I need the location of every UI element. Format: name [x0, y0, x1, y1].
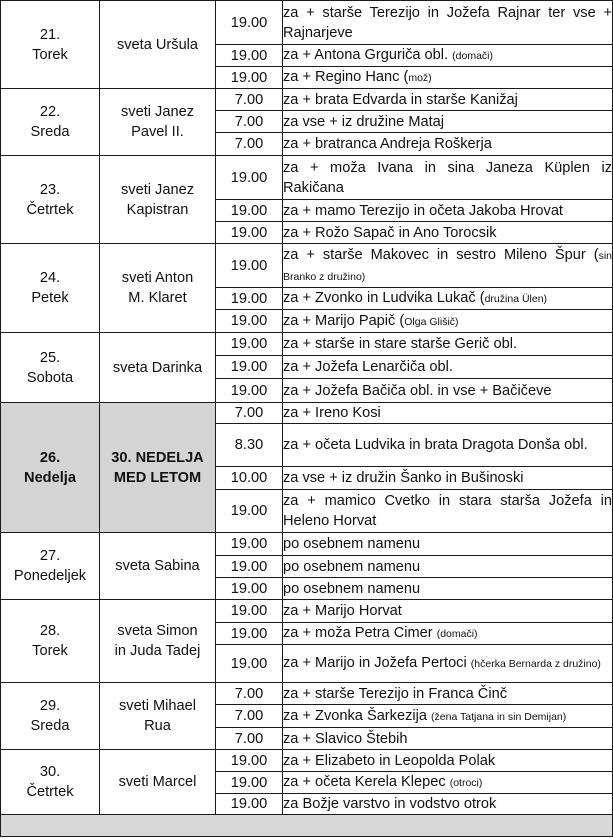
- mass-intention: [283, 578, 613, 600]
- saint-cell: [100, 1, 216, 89]
- mass-time: 19.00: [216, 356, 283, 379]
- day-weekday: Sreda: [30, 718, 70, 734]
- mass-intention: [283, 45, 613, 67]
- saint-cell: [100, 333, 216, 403]
- day-cell: [1, 89, 100, 156]
- mass-intention: [283, 333, 613, 356]
- intention-text: za + Jožefa Bačiča obl. in vse + Bačičeve: [283, 382, 552, 399]
- saint-name-line: sveta Darinka: [112, 359, 203, 376]
- intention-text: za vse + iz družine Mataj: [283, 113, 445, 130]
- mass-time: 19.00: [216, 222, 283, 244]
- mass-intention: [283, 490, 613, 533]
- mass-intention: [283, 556, 613, 578]
- intention-text: za + Marijo Papič (: [283, 312, 405, 329]
- saint-name-line: Rua: [144, 718, 171, 734]
- day-date: 24.: [39, 270, 61, 286]
- mass-time: 19.00: [216, 645, 283, 683]
- saint-name-line: sveta Simon: [117, 623, 198, 639]
- saint-name-line: M. Klaret: [128, 290, 187, 306]
- day-weekday: Nedelja: [24, 469, 76, 486]
- day-cell: [1, 403, 100, 533]
- day-weekday: Četrtek: [26, 784, 74, 800]
- intention-donor-note: (domači): [452, 50, 493, 62]
- intention-text: za + Zvonko in Ludvika Lukač (: [283, 290, 485, 306]
- mass-intention: [283, 1, 613, 45]
- day-cell: [1, 600, 100, 683]
- mass-intention: [283, 424, 613, 467]
- intention-text: za + Regino Hanc (: [283, 69, 409, 85]
- intention-text: za + moža Petra Cimer: [283, 625, 437, 641]
- mass-row: [1, 156, 613, 200]
- saint-cell: [100, 683, 216, 750]
- mass-intention: [283, 111, 613, 133]
- intention-text: za + očeta Kerela Klepec: [283, 774, 450, 790]
- mass-time: 19.00: [216, 556, 283, 578]
- saint-name-line: sveta Sabina: [115, 558, 200, 574]
- saint-name-line: sveti Anton: [121, 270, 194, 286]
- saint-cell: [100, 600, 216, 683]
- mass-intention: [283, 244, 613, 288]
- day-weekday: Torek: [32, 46, 68, 63]
- mass-intention: [283, 772, 613, 794]
- saint-name-line: Kapistran: [126, 201, 189, 218]
- day-cell: [1, 333, 100, 403]
- footer-row: [1, 815, 613, 837]
- mass-time: 19.00: [216, 794, 283, 815]
- schedule-body: [1, 1, 613, 837]
- mass-time: 19.00: [216, 1, 283, 45]
- intention-text: za + starše in stare starše Gerič obl.: [283, 336, 517, 352]
- mass-time: 7.00: [216, 403, 283, 424]
- mass-intention: [283, 379, 613, 403]
- intention-text: za + Zvonka Šarkezija: [283, 707, 432, 724]
- intention-text: za + Antona Grguriča obl.: [283, 47, 453, 63]
- intention-text: za + Jožefa Lenarčiča obl.: [283, 359, 453, 375]
- mass-intention: [283, 222, 613, 244]
- mass-intention: [283, 794, 613, 815]
- mass-time: 7.00: [216, 89, 283, 111]
- mass-time: 7.00: [216, 683, 283, 705]
- intention-donor-note: sin Branko z družino): [283, 249, 612, 283]
- intention-text: za + mamo Terezijo in očeta Jakoba Hrovat: [283, 202, 563, 219]
- mass-time: 19.00: [216, 200, 283, 222]
- day-date: 29.: [39, 698, 61, 714]
- footer-shaded-cell: [1, 815, 613, 837]
- intention-text: za + starše Terezijo in Franca Činč: [283, 685, 508, 702]
- mass-time: 19.00: [216, 67, 283, 89]
- mass-intention: [283, 133, 613, 156]
- mass-time: 19.00: [216, 244, 283, 288]
- mass-row: [1, 89, 613, 111]
- mass-time: 19.00: [216, 490, 283, 533]
- mass-time: 19.00: [216, 533, 283, 556]
- intention-text: za + očeta Ludvika in brata Dragota Donša obl.: [283, 437, 588, 453]
- intention-text: za Božje varstvo in vodstvo otrok: [283, 796, 497, 812]
- mass-intention: [283, 403, 613, 424]
- saint-cell: [100, 750, 216, 815]
- intention-donor-note: (domači): [436, 628, 478, 640]
- saint-cell: [100, 244, 216, 333]
- intention-text: za + Marijo Horvat: [283, 603, 402, 619]
- mass-intention: [283, 200, 613, 222]
- day-cell: [1, 533, 100, 600]
- day-cell: [1, 1, 100, 89]
- mass-time: 19.00: [216, 578, 283, 600]
- intention-text: za + Rožo Sapač in Ano Torocsik: [283, 224, 497, 241]
- mass-row: [1, 1, 613, 45]
- mass-row: [1, 750, 613, 772]
- mass-intention: [283, 683, 613, 705]
- saint-name-line: Pavel II.: [131, 124, 184, 140]
- saint-name-line: sveti Marcel: [118, 774, 197, 790]
- mass-intention: [283, 750, 613, 772]
- saint-name-line: 30. NEDELJA: [111, 449, 204, 466]
- mass-intention: [283, 533, 613, 556]
- mass-intention: [283, 705, 613, 728]
- day-date: 21.: [39, 26, 61, 43]
- intention-text: za + mamico Cvetko in stara starša Jožefa in Heleno Horvat: [283, 493, 612, 529]
- mass-time: 19.00: [216, 600, 283, 623]
- mass-time: 8.30: [216, 424, 283, 467]
- mass-time: 19.00: [216, 623, 283, 645]
- day-cell: [1, 244, 100, 333]
- mass-intention: [283, 728, 613, 750]
- intention-donor-note: mož): [408, 72, 432, 84]
- mass-intention: [283, 288, 613, 310]
- day-date: 23.: [39, 181, 61, 198]
- day-date: 28.: [39, 623, 61, 639]
- mass-time: 19.00: [216, 45, 283, 67]
- mass-time: 19.00: [216, 310, 283, 333]
- mass-intention: [283, 623, 613, 645]
- saint-name-line: in Juda Tadej: [114, 643, 201, 659]
- mass-row: [1, 244, 613, 288]
- saint-cell: [100, 89, 216, 156]
- saint-cell: [100, 403, 216, 533]
- intention-text: za + brata Edvarda in starše Kanižaj: [283, 91, 518, 108]
- mass-row: [1, 533, 613, 556]
- intention-donor-note: (otroci): [449, 777, 483, 789]
- intention-text: za + bratranca Andreja Roškerja: [283, 136, 492, 152]
- mass-row: [1, 600, 613, 623]
- saint-cell: [100, 156, 216, 244]
- intention-text: za + Slavico Štebih: [283, 730, 408, 747]
- intention-text: za vse + iz družin Šanko in Bušinoski: [283, 470, 524, 486]
- mass-time: 19.00: [216, 772, 283, 794]
- day-date: 22.: [39, 104, 61, 120]
- saint-name-line: sveti Janez: [120, 181, 194, 198]
- intention-donor-note: (hčerka Bernarda z družino): [470, 658, 601, 670]
- mass-time: 7.00: [216, 728, 283, 750]
- mass-row: [1, 683, 613, 705]
- intention-text: po osebnem namenu: [283, 536, 421, 552]
- mass-time: 10.00: [216, 467, 283, 490]
- intention-text: za + starše Makovec in sestro Mileno Špur (: [283, 246, 599, 263]
- day-weekday: Ponedeljek: [13, 568, 87, 584]
- day-weekday: Sreda: [30, 124, 70, 140]
- day-date: 26.: [39, 449, 61, 466]
- day-weekday: Sobota: [26, 369, 74, 386]
- saint-cell: [100, 533, 216, 600]
- intention-text: po osebnem namenu: [283, 580, 421, 597]
- day-cell: [1, 156, 100, 244]
- mass-time: 19.00: [216, 750, 283, 772]
- mass-time: 19.00: [216, 288, 283, 310]
- mass-intention: [283, 89, 613, 111]
- mass-intention: [283, 356, 613, 379]
- mass-time: 7.00: [216, 705, 283, 728]
- intention-donor-note: Olga Glišič): [404, 315, 459, 328]
- day-date: 25.: [39, 349, 61, 366]
- day-cell: [1, 750, 100, 815]
- mass-intention: [283, 467, 613, 490]
- intention-donor-note: družina Ülen): [484, 293, 548, 305]
- intention-donor-note: (žena Tatjana in sin Demijan): [431, 710, 567, 723]
- day-date: 27.: [39, 548, 61, 564]
- mass-intention: [283, 67, 613, 89]
- mass-row: [1, 403, 613, 424]
- day-weekday: Četrtek: [26, 201, 74, 218]
- day-cell: [1, 683, 100, 750]
- mass-time: 19.00: [216, 156, 283, 200]
- day-weekday: Petek: [31, 290, 69, 306]
- day-weekday: Torek: [32, 643, 68, 659]
- intention-text: po osebnem namenu: [283, 558, 421, 575]
- saint-name-line: sveta Uršula: [116, 36, 199, 53]
- mass-time: 19.00: [216, 379, 283, 403]
- intention-text: za + Ireno Kosi: [283, 405, 381, 421]
- mass-intention: [283, 156, 613, 200]
- intention-text: za + Marijo in Jožefa Pertoci: [283, 655, 471, 671]
- intention-text: za + starše Terezijo in Jožefa Rajnar ter vse + Rajnarjeve: [283, 4, 612, 41]
- mass-time: 7.00: [216, 133, 283, 156]
- intention-text: za + Elizabeto in Leopolda Polak: [283, 752, 496, 769]
- saint-name-line: sveti Mihael: [118, 698, 197, 714]
- saint-name-line: sveti Janez: [120, 104, 194, 120]
- mass-intention: [283, 600, 613, 623]
- mass-time: 7.00: [216, 111, 283, 133]
- mass-time: 19.00: [216, 333, 283, 356]
- day-date: 30.: [39, 764, 61, 780]
- mass-intention: [283, 645, 613, 683]
- mass-intention: [283, 310, 613, 333]
- mass-row: [1, 333, 613, 356]
- intention-text: za + moža Ivana in sina Janeza Küplen iz Rakičana: [283, 159, 612, 196]
- saint-name-line: MED LETOM: [113, 469, 202, 486]
